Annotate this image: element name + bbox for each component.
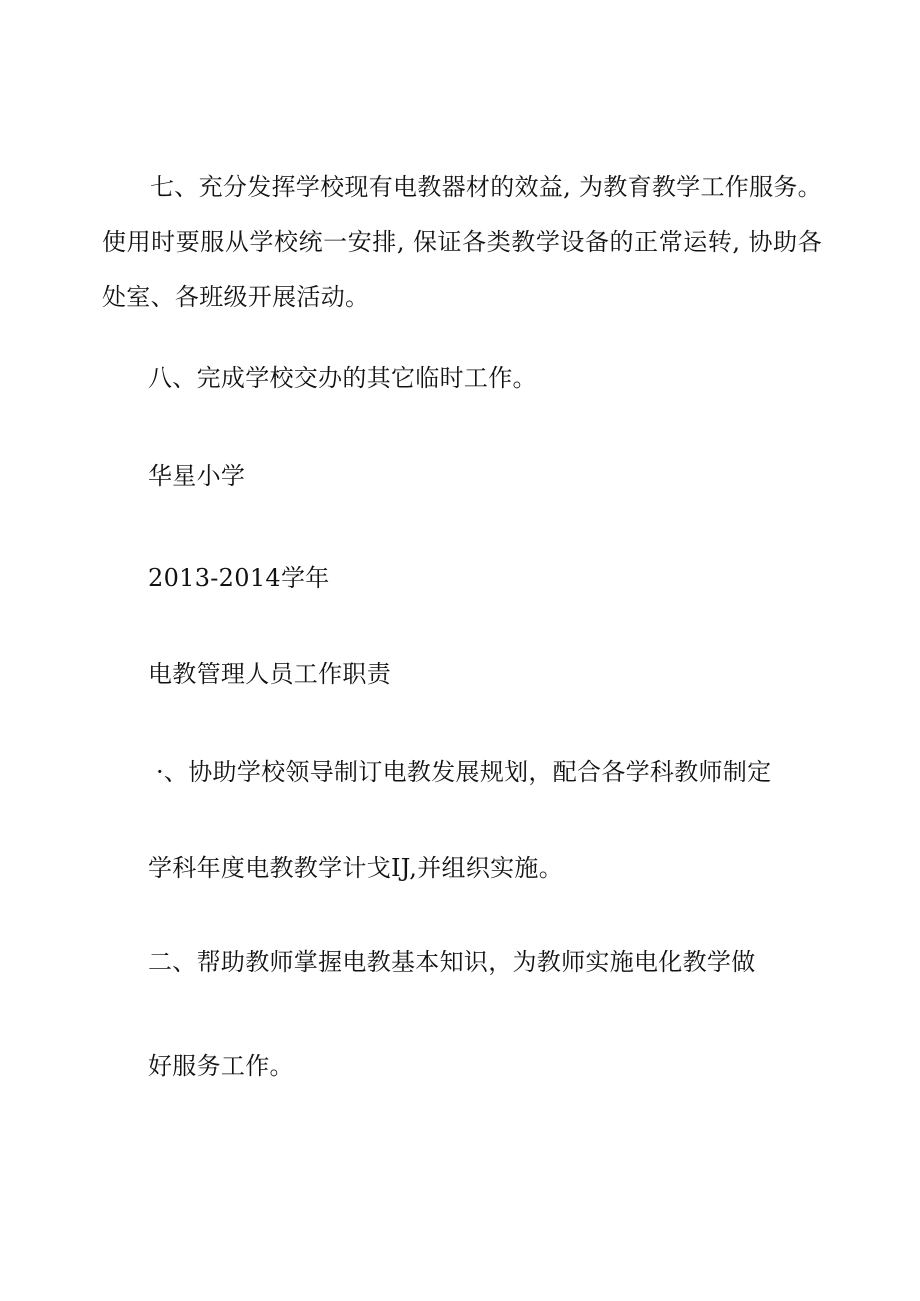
duty-2-line-2: 好服务工作。: [148, 1052, 294, 1080]
school-name: 华星小学: [148, 462, 246, 490]
paragraph-8: 八、完成学校交办的其它临时工作。: [148, 364, 537, 392]
duty-1-line-1: ·、协助学校领导制订电教发展规划，配合各学科教师制定: [156, 758, 772, 786]
section-title: 电教管理人员工作职责: [148, 660, 391, 688]
duty-2-line-1: 二、帮助教师掌握电教基本知识，为教师实施电化教学做: [148, 948, 756, 976]
paragraph-7: 七、充分发挥学校现有电教器材的效益, 为教育教学工作服务。使用时要服从学校统一安排, 保证各类教学设备的正常运转, 协助各处室、各班级开展活动。: [102, 173, 822, 311]
duty-1-line-2: 学科年度电教教学计戈IJ,并组织实施。: [148, 854, 564, 882]
school-year: 2013-2014学年: [148, 564, 330, 592]
